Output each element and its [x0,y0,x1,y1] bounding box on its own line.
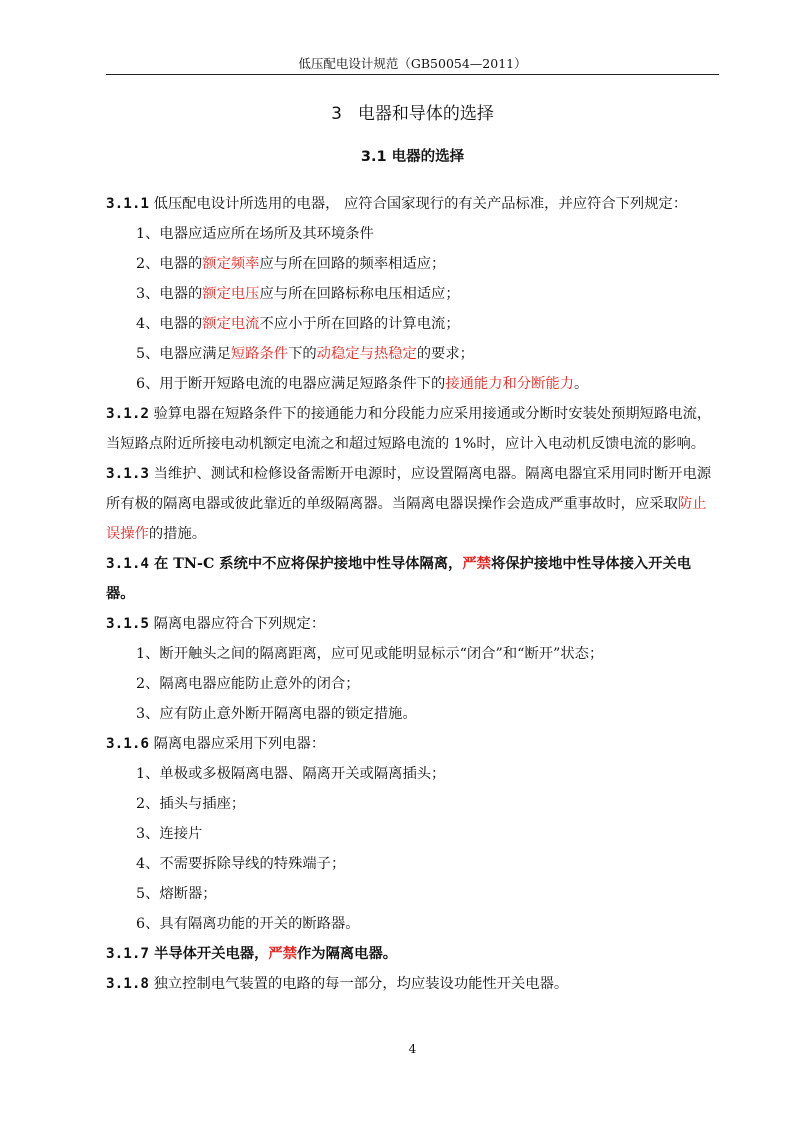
list-item: 3、应有防止意外断开隔离电器的锁定措施。 [136,706,417,722]
clause-3-1-4 [106,549,719,609]
list-item [106,249,719,279]
clause-number: 3.1.7 [106,946,150,962]
chapter-number: 3 [331,104,342,124]
clause-number: 3.1.2 [106,406,150,422]
document-body [106,189,719,999]
highlight-text: 严禁 [462,556,491,572]
list-item-text: 2、电器的 [136,256,203,272]
clause-number: 3.1.6 [106,736,150,752]
list-item [106,219,719,249]
list-item-text: 6、用于断开短路电流的电器应满足短路条件下的 [136,376,446,392]
section-heading: 3.1 电器的选择 [360,149,465,165]
clause-text: 的措施。 [148,526,207,542]
list-item-text: 应与所在回路的频率相适应； [259,256,446,272]
list-item-text: 不应小于所在回路的计算电流； [259,316,460,332]
list-item-text: 的要求； [416,346,474,362]
clause-number: 3.1.8 [106,976,150,992]
clause-3-1-7 [106,939,719,969]
list-item: 2、插头与插座； [136,796,246,812]
list-item: 6、具有隔离功能的开关的断路器。 [136,916,360,932]
list-item [106,339,719,369]
list-item-text: 3、电器的 [136,286,203,302]
clause-text: 隔离电器应符合下列规定： [149,616,326,632]
clause-text: 低压配电设计所选用的电器， 应符合国家现行的有关产品标准，并应符合下列规定： [149,196,688,212]
list-item-text: 4、电器的 [136,316,203,332]
list-item [106,309,719,339]
running-header: 低压配电设计规范（GB50054—2011） [298,56,527,71]
list-item-text: 。 [574,376,589,392]
list-item [106,369,719,399]
clause-text: 半导体开关电器， [149,946,269,962]
clause-text: 在 TN-C 系统中不应将保护接地中性导体隔离， [149,556,463,572]
list-item: 5、熔断器； [136,886,217,902]
list-item: 1、断开触头之间的隔离距离，应可见或能明显标示“闭合”和“断开”状态； [136,646,604,662]
list-item-text: 下的 [288,346,317,362]
list-item: 4、不需要拆除导线的特殊端子； [136,856,346,872]
clause-number: 3.1.4 [106,556,150,572]
highlight-text: 严禁 [268,946,297,962]
clause-text: 将保护接地中性导体接入开关电器。 [106,556,692,602]
clause-3-1-3 [106,459,719,549]
list-item-text: 1、电器应适应所在场所及其环境条件 [136,226,374,242]
clause-text: 验算电器在短路条件下的接通能力和分段能力应采用接通或分断时安装处预期短路电流，当短路点附近所接电动机额定电流之和超过短路电流的 1%时，应计入电动机反馈电流的影响。 [106,406,712,452]
highlight-text: 动稳定与热稳定 [316,346,417,362]
chapter-title: 电器和导体的选择 [357,104,494,124]
list-item [106,279,719,309]
highlight-text: 额定频率 [202,256,260,272]
list-item: 2、隔离电器应能防止意外的闭合； [136,676,360,692]
chapter-heading [106,102,719,126]
page-number: 4 [408,1042,417,1056]
highlight-text: 短路条件 [230,346,289,362]
clause-number: 3.1.3 [106,466,150,482]
highlight-text: 防止误操作 [106,496,707,542]
clause-3-1-2 [106,399,719,459]
list-item-text: 5、电器应满足 [136,346,231,362]
clause-text: 当维护、测试和检修设备需断开电源时，应设置隔离电器。隔离电器宜采用同时断开电源所有极的隔离电器或彼此靠近的单级隔离器。当隔离电器误操作会造成严重事故时，应采取 [106,466,712,512]
highlight-text: 额定电压 [202,286,260,302]
clause-3-1-1 [106,189,719,219]
clause-number: 3.1.1 [106,196,150,212]
list-item: 3、连接片 [136,826,203,842]
clause-text: 隔离电器应采用下列电器： [149,736,326,752]
list-item: 1、单极或多极隔离电器、隔离开关或隔离插头； [136,766,446,782]
highlight-text: 接通能力和分断能力 [445,376,575,392]
clause-3-1-5 [106,609,719,639]
clause-3-1-6 [106,729,719,759]
header-rule [106,74,719,75]
clause-text: 作为隔离电器。 [297,946,398,962]
clause-text: 独立控制电气装置的电路的每一部分，均应装设功能性开关电器。 [149,976,569,992]
clause-number: 3.1.5 [106,616,150,632]
clause-3-1-8 [106,969,719,999]
highlight-text: 额定电流 [202,316,260,332]
list-item-text: 应与所在回路标称电压相适应； [259,286,460,302]
